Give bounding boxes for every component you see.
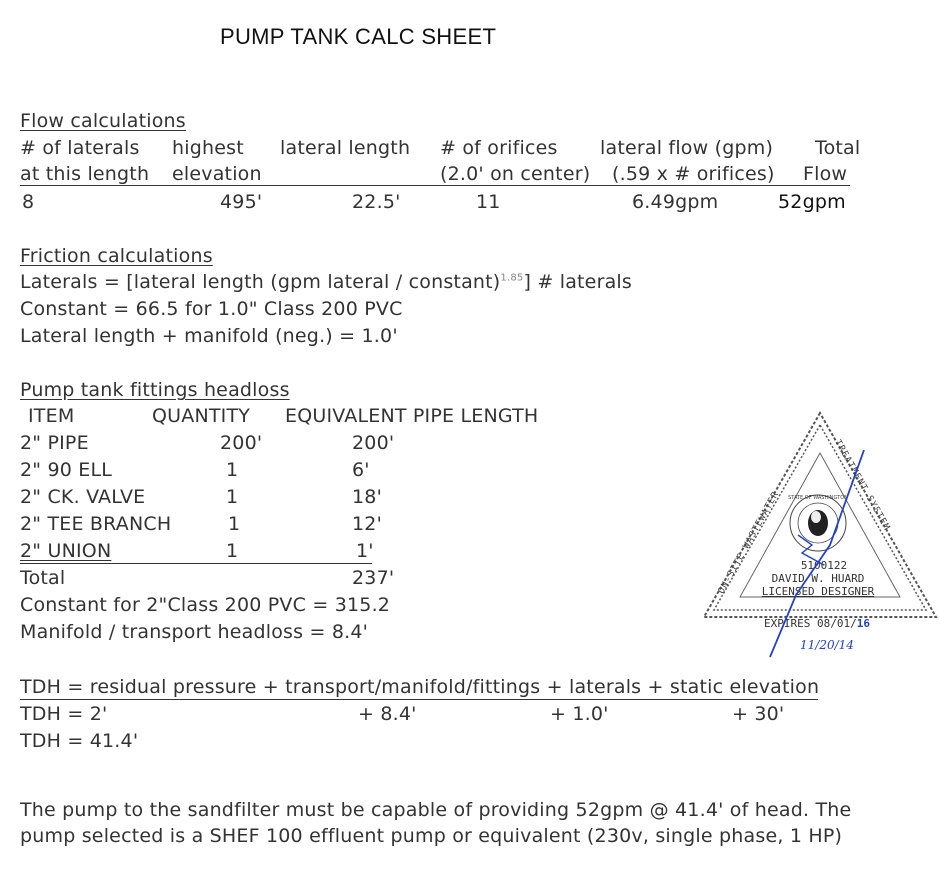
friction-lateral-manifold: Lateral length + manifold (neg.) = 1.0'	[20, 325, 398, 347]
friction-laterals-formula	[20, 271, 632, 293]
formula-tail: ] # laterals	[523, 271, 633, 293]
flow-subheader-laterals: at this length	[20, 163, 150, 185]
fitting-item-ell: 2" 90 ELL	[20, 459, 113, 481]
flow-header-laterals: # of laterals	[20, 137, 140, 159]
stamp-left-text: ON-SITE WASTEWATER	[716, 489, 782, 596]
tdh-value-transport: + 8.4'	[358, 703, 417, 725]
flow-subheader-total: Flow	[803, 163, 848, 185]
conclusion-line-1: The pump to the sandfilter must be capable of providing 52gpm @ 41.4' of head. The	[20, 799, 852, 821]
fitting-item-tee: 2" TEE BRANCH	[20, 513, 172, 535]
stamp-signed-date: 11/20/14	[800, 638, 854, 652]
flow-value-total: 52gpm	[778, 191, 846, 213]
page-title: PUMP TANK CALC SHEET	[220, 24, 497, 49]
fitting-len-union: 1'	[356, 540, 374, 562]
fitting-len-pipe: 200'	[352, 432, 395, 454]
stamp-expires: EXPIRES 08/01/16	[764, 617, 870, 630]
formula-main: Laterals = [lateral length (gpm lateral / constant)	[20, 271, 501, 293]
stamp-designer-name: DAVID W. HUARD	[771, 572, 865, 585]
formula-exponent: 1.85	[500, 272, 524, 284]
fitting-item-pipe: 2" PIPE	[20, 432, 89, 454]
fitting-item-union: 2" UNION	[20, 540, 112, 562]
tdh-value-static: + 30'	[732, 703, 785, 725]
flow-heading: Flow calculations	[20, 110, 186, 132]
flow-value-elevation: 495'	[220, 191, 263, 213]
flow-value-orifices: 11	[476, 191, 501, 213]
flow-header-rule	[20, 185, 850, 186]
tdh-rule	[20, 699, 818, 700]
fittings-manifold: Manifold / transport headloss = 8.4'	[20, 621, 369, 643]
fitting-qty-valve: 1	[226, 486, 239, 508]
stamp-designation: LICENSED DESIGNER	[761, 585, 875, 598]
tdh-result: TDH = 41.4'	[20, 730, 139, 752]
fittings-col-quantity: QUANTITY	[152, 405, 251, 427]
fitting-qty-ell: 1	[226, 459, 239, 481]
flow-header-lateral-flow: lateral flow (gpm)	[600, 137, 774, 159]
washington-seal-icon	[788, 495, 848, 551]
fitting-item-valve: 2" CK. VALVE	[20, 486, 146, 508]
seal-text: STATE OF WASHINGTON	[788, 495, 848, 501]
flow-value-laterals: 8	[22, 191, 35, 213]
fittings-col-length: EQUIVALENT PIPE LENGTH	[285, 405, 539, 427]
fitting-len-valve: 18'	[352, 486, 382, 508]
flow-subheader-orifices: (2.0' on center)	[440, 163, 591, 185]
flow-header-orifices: # of orifices	[440, 137, 558, 159]
fittings-col-item: ITEM	[28, 405, 75, 427]
fitting-qty-pipe: 200'	[220, 432, 263, 454]
tdh-formula: TDH = residual pressure + transport/manifold/fittings + laterals + static elevation	[20, 676, 820, 698]
stamp-right-text: TREATMENT SYSTEM	[832, 438, 892, 533]
flow-subheader-lateral-flow: (.59 x # orifices)	[612, 163, 775, 185]
fittings-total-rule	[20, 563, 372, 564]
tdh-row-label: TDH = 2'	[20, 703, 108, 725]
fitting-len-ell: 6'	[352, 459, 370, 481]
fittings-heading: Pump tank fittings headloss	[20, 379, 290, 401]
flow-header-elevation: highest	[172, 137, 244, 159]
flow-header-total: Total	[815, 137, 861, 159]
licensed-designer-stamp	[700, 395, 940, 665]
flow-subheader-elevation: elevation	[172, 163, 262, 185]
friction-heading: Friction calculations	[20, 245, 213, 267]
conclusion-line-2: pump selected is a SHEF 100 effluent pump or equivalent (230v, single phase, 1 HP)	[20, 825, 843, 847]
fitting-qty-union: 1	[226, 540, 239, 562]
stamp-license-number: 5100122	[800, 559, 848, 572]
fitting-qty-tee: 1	[228, 513, 241, 535]
flow-value-lateral-flow: 6.49gpm	[632, 191, 719, 213]
flow-header-lateral-length: lateral length	[280, 137, 411, 159]
fittings-total-value: 237'	[352, 567, 395, 589]
friction-constant: Constant = 66.5 for 1.0" Class 200 PVC	[20, 298, 403, 320]
fittings-total-label: Total	[20, 567, 66, 589]
flow-value-lateral-length: 22.5'	[352, 191, 401, 213]
tdh-value-laterals: + 1.0'	[550, 703, 609, 725]
fitting-len-tee: 12'	[352, 513, 382, 535]
fittings-constant: Constant for 2"Class 200 PVC = 315.2	[20, 594, 391, 616]
